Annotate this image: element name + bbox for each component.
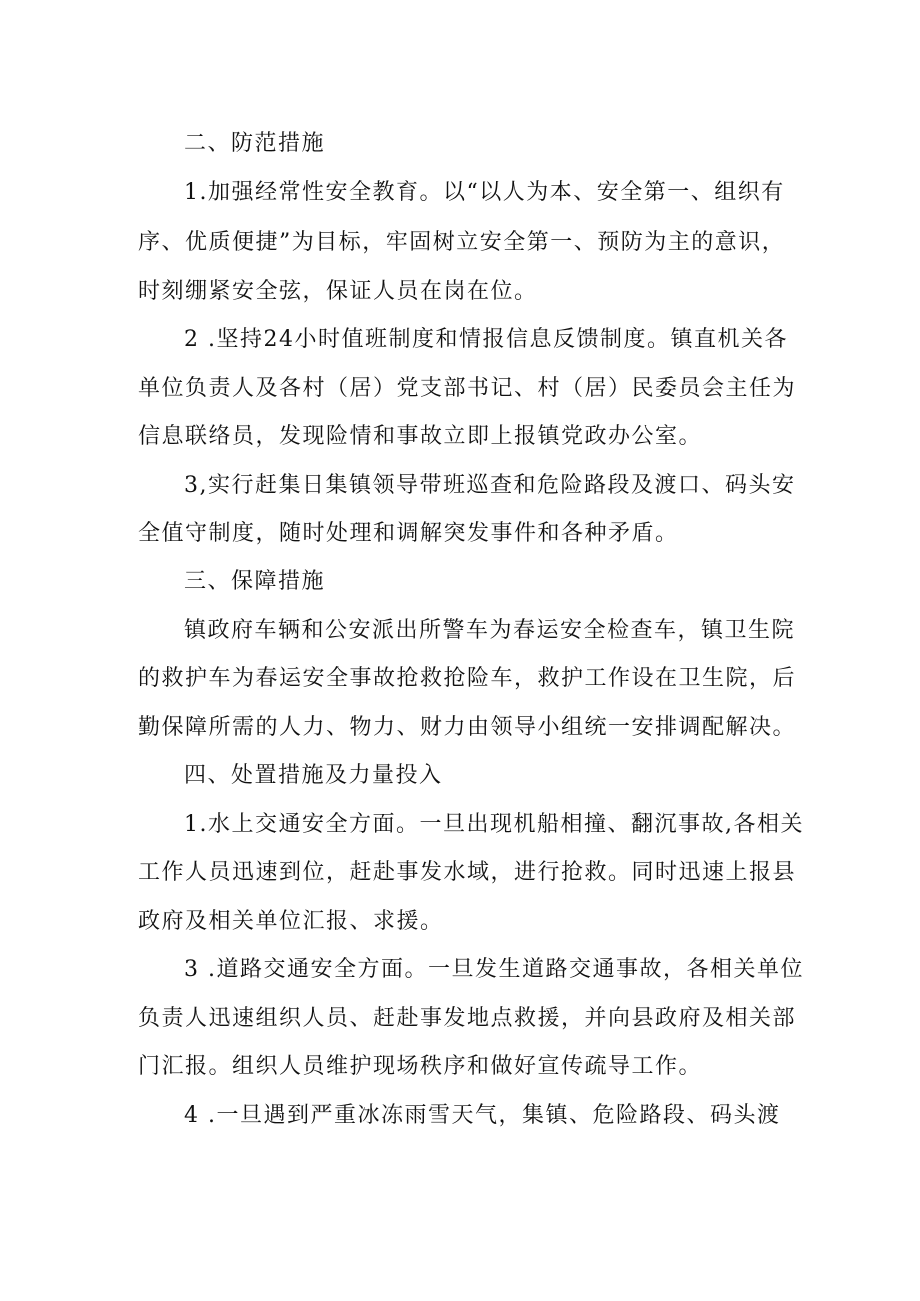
paragraph-line: 单位负责人及各村（居）党支部书记、村（居）民委员会主任为 [138, 376, 797, 401]
paragraph-line: 负责人迅速组织人员、赶赴事发地点救援，并向县政府及相关部 [138, 1006, 797, 1031]
paragraph-line: 信息联络员，发现险情和事故立即上报镇党政办公室。 [138, 424, 703, 449]
paragraph-line: 1.加强经常性安全教育。以“以人为本、安全第一、组织有 [184, 180, 785, 205]
paragraph-line: 勤保障所需的人力、物力、财力由领导小组统一安排调配解决。 [138, 715, 797, 740]
paragraph-line: 2 .坚持24小时值班制度和情报信息反馈制度。镇直机关各 [184, 327, 788, 352]
paragraph-line: 政府及相关单位汇报、求援。 [138, 909, 444, 934]
paragraph-line: 4 .一旦遇到严重冰冻雨雪天气，集镇、危险路段、码头渡 [184, 1103, 781, 1128]
paragraph-line: 3 .道路交通安全方面。一旦发生道路交通事故，各相关单位 [184, 957, 804, 982]
section-heading-4: 四、处置措施及力量投入 [184, 763, 443, 788]
paragraph-line: 序、优质便捷”为目标，牢固树立安全第一、预防为主的意识， [138, 230, 786, 255]
paragraph-line: 1.水上交通安全方面。一旦出现机船相撞、翻沉事故,各相关 [184, 812, 804, 837]
paragraph-line: 工作人员迅速到位，赶赴事发水域，进行抢救。同时迅速上报县 [138, 860, 797, 885]
paragraph-line: 3,实行赶集日集镇领导带班巡查和危险路段及渡口、码头安 [184, 473, 796, 498]
paragraph-line: 全值守制度，随时处理和调解突发事件和各种矛盾。 [138, 521, 679, 546]
section-heading-3: 三、保障措施 [184, 569, 326, 594]
paragraph-line: 的救护车为春运安全事故抢救抢险车，救护工作设在卫生院，后 [138, 666, 797, 691]
paragraph-line: 门汇报。组织人员维护现场秩序和做好宣传疏导工作。 [138, 1054, 703, 1079]
paragraph-line: 时刻绷紧安全弦，保证人员在岗在位。 [138, 279, 538, 304]
section-heading-2: 二、防范措施 [184, 131, 326, 156]
paragraph-line: 镇政府车辆和公安派出所警车为春运安全检查车，镇卫生院 [184, 618, 796, 643]
